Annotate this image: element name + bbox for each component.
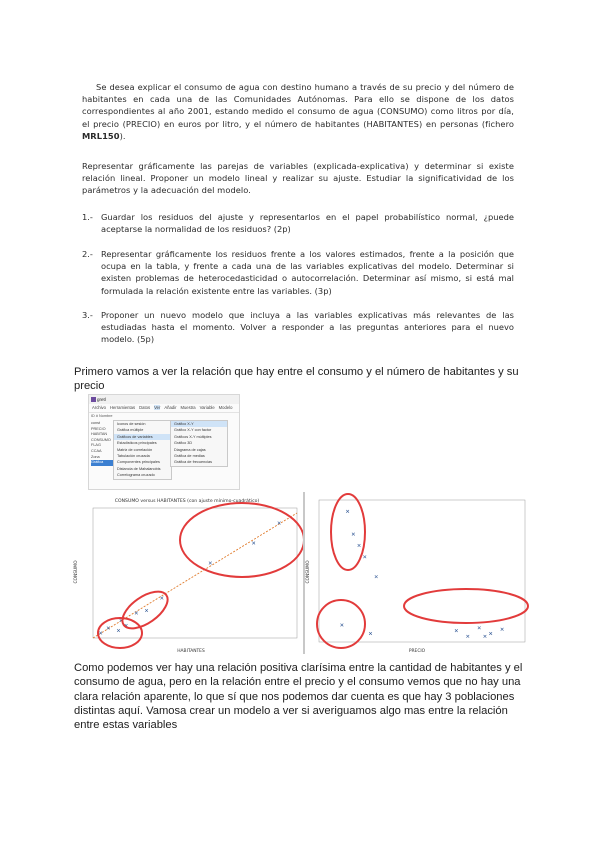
data-point [145, 609, 148, 612]
chart2-ylabel: CONSUMO [306, 560, 311, 584]
variable-item[interactable]: CCAA [91, 448, 102, 453]
question-1: 1.- Guardar los residuos del ajuste y representarlos en el papel probabilístico normal, ¿puede aceptarse la normalidad de los residuos? (2p) [82, 212, 514, 235]
menu-item[interactable]: Correlograma cruzado [117, 473, 155, 478]
annotation-circle [331, 494, 365, 570]
menu-item[interactable]: Matriz de correlación [117, 447, 153, 452]
chart1-svg [71, 492, 303, 654]
menu-item[interactable]: Estadísticos principales [117, 441, 157, 446]
annotation-circle [98, 618, 142, 648]
menu-item[interactable]: Iconos de sesión [117, 422, 146, 426]
submenu-item[interactable]: Gráfico X-Y con factor [174, 428, 212, 433]
view-dropdown-menu [113, 420, 172, 480]
data-point [346, 510, 349, 513]
variable-item[interactable]: CONSUMO [91, 437, 111, 442]
variable-item-selected[interactable]: Gráfica [91, 460, 113, 466]
menu-archivo[interactable]: Archivo [92, 405, 106, 410]
variable-item[interactable]: Zona [91, 454, 100, 459]
data-point [358, 544, 361, 547]
data-point [252, 542, 255, 545]
menu-item-graficos[interactable]: Gráficos de variables [114, 434, 171, 440]
variable-item[interactable]: PRECIO [91, 426, 106, 431]
chart1-title: CONSUMO versus HABITANTES (con ajuste mínimo-cuadrático) [114, 499, 260, 504]
data-point [466, 635, 469, 638]
question-2: 2.- Representar gráficamente los residuos frente a los valores estimados, frente a la posición que ocupa en la tabla, y frente a cada una de las variables explicativas del modelo. Determinar si existen problemas de heterocedasticidad o autocorrelación. Determinar así mismo, si está mal formulada la relación existente entre las variables. (3p) [82, 249, 514, 296]
menu-item[interactable]: Tabulación cruzada [117, 454, 150, 459]
annotation-circle [116, 584, 174, 635]
submenu-item[interactable]: Gráfica de medias [174, 454, 205, 459]
data-point [478, 626, 481, 629]
annotation-circle [180, 503, 303, 577]
problem-intro: Se desea explicar el consumo de agua con destino humano a través de su precio y del número de habitantes en cada una de las Comunidades Autónomas. Para ello se dispone de los datos correspondientes al año 2001, estando medido el consumo de agua (CONSUMO) como litros por día, el precio (PRECIO) en euros por litro, y el número de habitantes (HABITANTES) en personas (fichero MRL150). [82, 82, 514, 141]
submenu-item[interactable]: Gráfico 3D [174, 441, 193, 446]
data-point [375, 575, 378, 578]
data-point [455, 629, 458, 632]
data-point [484, 635, 487, 638]
data-point [117, 629, 120, 632]
data-point [352, 533, 355, 536]
data-point [363, 555, 366, 558]
annotation-circle [404, 589, 528, 623]
fit-line [93, 513, 297, 638]
data-point [99, 632, 102, 635]
submenu-item-xy[interactable]: Gráfico X-Y [171, 421, 227, 427]
menu-bar [89, 404, 239, 413]
data-point [135, 612, 138, 615]
menu-variable[interactable]: Variable [199, 405, 215, 410]
menu-item[interactable]: Gráfica múltiple [117, 428, 144, 433]
variable-list-header: ID # Nombre [91, 414, 113, 418]
menu-muestra[interactable]: Muestra [180, 405, 196, 410]
app-logo-icon [91, 397, 96, 402]
chart1-ylabel: CONSUMO [74, 560, 79, 584]
data-point [489, 632, 492, 635]
menu-datos[interactable]: Datos [139, 405, 151, 410]
chart2-xlabel: PRECIO [408, 649, 426, 654]
variable-item[interactable]: FLAG [91, 443, 101, 448]
menu-ver[interactable]: Ver [154, 405, 161, 410]
window-title: gretl [97, 397, 106, 402]
menu-modelo[interactable]: Modelo [218, 405, 233, 410]
chart1-xlabel: HABITANTES [177, 649, 205, 654]
variable-list [91, 421, 113, 466]
submenu-item[interactable]: Diagrama de cajas [174, 447, 206, 452]
problem-task: Representar gráficamente las parejas de variables (explicada-explicativa) y determinar si existe relación lineal. Proponer un modelo lineal y realizar su ajuste. Estudiar la significatividad de los parámetros y la adecuación del modelo. [82, 161, 514, 196]
note-intro: Primero vamos a ver la relación que hay entre el consumo y el número de habitantes y su precio [74, 366, 519, 393]
variable-item[interactable]: HABITAN [91, 432, 108, 437]
scatter-consumo-precio [305, 492, 529, 654]
menu-anadir[interactable]: Añadir [164, 405, 177, 410]
data-point [160, 597, 163, 600]
variable-item[interactable]: const [91, 421, 101, 425]
chart2-svg [305, 492, 529, 654]
data-point [501, 628, 504, 631]
graphs-submenu [170, 420, 228, 467]
note-conclusion: Como podemos ver hay una relación positiva clarísima entre la cantidad de habitantes y el consumo de agua, pero en la relación entre el precio y el consumo vemos que no hay una clara relación aparente, lo que sí que nos podemos dar cuenta es que hay 3 poblaciones distintas aquí. Vamosa crear un modelo a ver si averiguamos algo mas entre la relación entre estas variables [74, 662, 523, 732]
submenu-item[interactable]: Gráfica de frecuencias [174, 460, 212, 465]
menu-item[interactable]: Componentes principales [117, 460, 160, 465]
menu-item[interactable]: Distancia de Mahalanobis [117, 466, 161, 471]
software-window-screenshot [88, 394, 240, 490]
data-point [209, 562, 212, 565]
file-name: MRL150 [82, 130, 120, 141]
data-point [369, 632, 372, 635]
data-point [340, 624, 343, 627]
scatter-consumo-habitantes [71, 492, 303, 654]
window-title-bar [89, 395, 239, 404]
question-3: 3.- Proponer un nuevo modelo que incluya a las variables explicativas más relevantes de las estudiadas hasta el momento. Volver a responder a las preguntas anteriores para el nuevo modelo. (5p) [82, 310, 514, 345]
menu-herramientas[interactable]: Herramientas [109, 405, 136, 410]
submenu-item[interactable]: Gráficos X-Y múltiples [174, 434, 212, 439]
